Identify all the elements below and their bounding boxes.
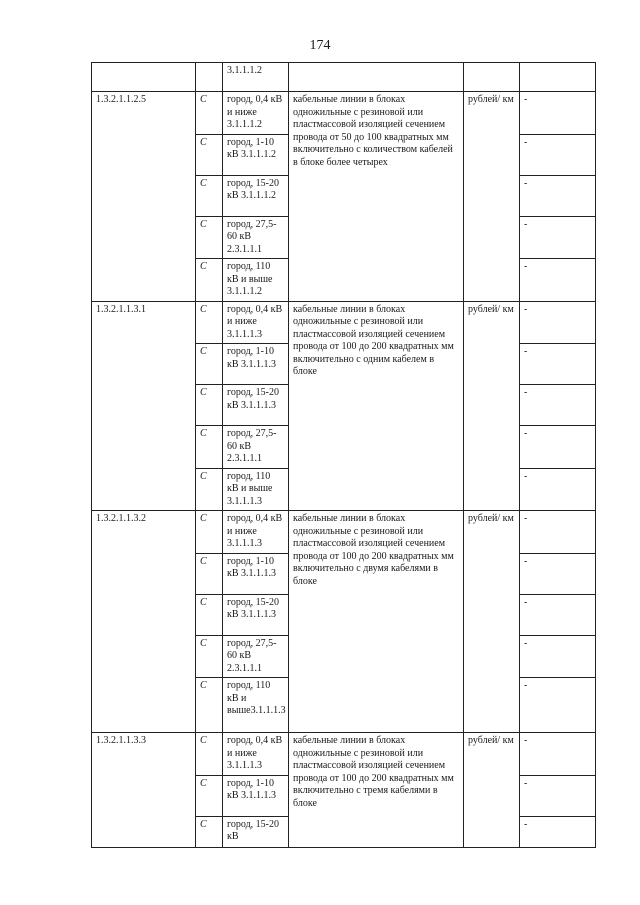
value-cell: -: [520, 635, 596, 678]
letter-cell: С: [196, 511, 223, 554]
table-body: [92, 63, 596, 848]
letter-cell: С: [196, 259, 223, 302]
city-voltage-cell: город, 15-20 кВ: [223, 816, 289, 847]
page-number: 174: [309, 38, 331, 53]
value-cell: -: [520, 216, 596, 259]
value-cell: -: [520, 553, 596, 594]
value-cell: -: [520, 816, 596, 847]
code-cell: 1.3.2.1.1.3.3: [92, 733, 196, 848]
value-cell: -: [520, 259, 596, 302]
letter-cell: С: [196, 775, 223, 816]
city-voltage-cell: город, 1-10 кВ 3.1.1.1.3: [223, 553, 289, 594]
value-cell: -: [520, 678, 596, 733]
letter-cell: С: [196, 426, 223, 469]
unit-cell: [464, 63, 520, 92]
letter-cell: [196, 63, 223, 92]
city-voltage-cell: город, 110 кВ и выше3.1.1.1.3: [223, 678, 289, 733]
city-voltage-cell: город, 15-20 кВ 3.1.1.1.2: [223, 175, 289, 216]
table-row: [92, 92, 596, 135]
table-row: [92, 63, 596, 92]
city-voltage-cell: город, 0,4 кВ и ниже 3.1.1.1.3: [223, 301, 289, 344]
city-voltage-cell: 3.1.1.1.2: [223, 63, 289, 92]
letter-cell: С: [196, 733, 223, 776]
code-cell: 1.3.2.1.1.3.2: [92, 511, 196, 733]
value-cell: [520, 63, 596, 92]
unit-cell: рублей/ км: [464, 92, 520, 302]
letter-cell: С: [196, 553, 223, 594]
table-row: [92, 511, 596, 554]
letter-cell: С: [196, 385, 223, 426]
description-cell: кабельные линии в блоках одножильные с резиновой или пластмассовой изоляцией сечением провода от 100 до 200 квадратных мм включительно с одним кабелем в блоке: [289, 301, 464, 511]
city-voltage-cell: город, 110 кВ и выше 3.1.1.1.2: [223, 259, 289, 302]
city-voltage-cell: город, 27,5-60 кВ 2.3.1.1.1: [223, 426, 289, 469]
value-cell: -: [520, 775, 596, 816]
value-cell: -: [520, 344, 596, 385]
unit-cell: рублей/ км: [464, 511, 520, 733]
value-cell: -: [520, 134, 596, 175]
table-row: [92, 301, 596, 344]
code-cell: [92, 63, 196, 92]
value-cell: -: [520, 92, 596, 135]
code-cell: 1.3.2.1.1.3.1: [92, 301, 196, 511]
city-voltage-cell: город, 1-10 кВ 3.1.1.1.3: [223, 344, 289, 385]
letter-cell: С: [196, 301, 223, 344]
description-cell: [289, 63, 464, 92]
city-voltage-cell: город, 15-20 кВ 3.1.1.1.3: [223, 385, 289, 426]
tariff-table: [91, 62, 596, 848]
city-voltage-cell: город, 1-10 кВ 3.1.1.1.2: [223, 134, 289, 175]
letter-cell: С: [196, 635, 223, 678]
letter-cell: С: [196, 134, 223, 175]
value-cell: -: [520, 594, 596, 635]
description-cell: кабельные линии в блоках одножильные с резиновой или пластмассовой изоляцией сечением провода от 50 до 100 квадратных мм включительно с количеством кабелей в блоке более четырех: [289, 92, 464, 302]
city-voltage-cell: город, 15-20 кВ 3.1.1.1.3: [223, 594, 289, 635]
value-cell: -: [520, 301, 596, 344]
letter-cell: С: [196, 344, 223, 385]
description-cell: кабельные линии в блоках одножильные с резиновой или пластмассовой изоляцией сечением провода от 100 до 200 квадратных мм включительно с двумя кабелями в блоке: [289, 511, 464, 733]
letter-cell: С: [196, 816, 223, 847]
city-voltage-cell: город, 0,4 кВ и ниже 3.1.1.1.3: [223, 511, 289, 554]
letter-cell: С: [196, 92, 223, 135]
code-cell: 1.3.2.1.1.2.5: [92, 92, 196, 302]
letter-cell: С: [196, 678, 223, 733]
letter-cell: С: [196, 216, 223, 259]
city-voltage-cell: город, 0,4 кВ и ниже 3.1.1.1.2: [223, 92, 289, 135]
letter-cell: С: [196, 468, 223, 511]
unit-cell: рублей/ км: [464, 301, 520, 511]
city-voltage-cell: город, 27,5-60 кВ 2.3.1.1.1: [223, 635, 289, 678]
unit-cell: рублей/ км: [464, 733, 520, 848]
value-cell: -: [520, 385, 596, 426]
value-cell: -: [520, 733, 596, 776]
city-voltage-cell: город, 1-10 кВ 3.1.1.1.3: [223, 775, 289, 816]
letter-cell: С: [196, 594, 223, 635]
description-cell: кабельные линии в блоках одножильные с резиновой или пластмассовой изоляцией сечением провода от 100 до 200 квадратных мм включительно с тремя кабелями в блоке: [289, 733, 464, 848]
city-voltage-cell: город, 27,5-60 кВ 2.3.1.1.1: [223, 216, 289, 259]
value-cell: -: [520, 468, 596, 511]
city-voltage-cell: город, 110 кВ и выше 3.1.1.1.3: [223, 468, 289, 511]
value-cell: -: [520, 511, 596, 554]
city-voltage-cell: город, 0,4 кВ и ниже 3.1.1.1.3: [223, 733, 289, 776]
table-row: [92, 733, 596, 776]
value-cell: -: [520, 426, 596, 469]
letter-cell: С: [196, 175, 223, 216]
value-cell: -: [520, 175, 596, 216]
